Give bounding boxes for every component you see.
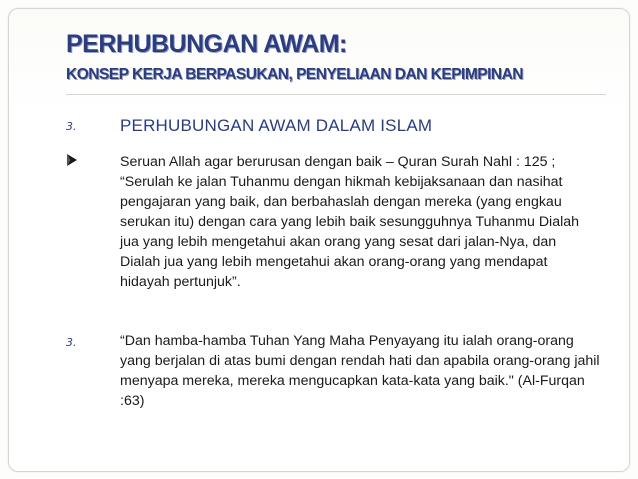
slide-subtitle: KONSEP KERJA BERPASUKAN, PENYELIAAN DAN KEPIMPINAN: [66, 66, 523, 83]
paragraph-2-number: 3.: [66, 336, 77, 349]
paragraph-al-furqan: “Dan hamba-hamba Tuhan Yang Maha Penyayang itu ialah orang-orang yang berjalan di atas bumi dengan rendah hati dan apabila orang-orang jahil menyapa mereka, mereka mengucapkan kata-kata yang baik." (Al-Furqan :63): [120, 333, 600, 409]
section-number: 3.: [66, 120, 77, 133]
arrow-bullet-icon: [66, 153, 78, 167]
paragraph-quran-nahl: Seruan Allah agar berurusan dengan baik – Quran Surah Nahl : 125 ; “Serulah ke jalan Tuhanmu dengan hikmah kebijaksanaan dan nasihat pengajaran yang baik, dan berbahaslah dengan mereka (yang engkau serukan itu) dengan cara yang lebih baik sesungguhnya Tuhanmu Dialah jua yang lebih mengetahui akan orang yang sesat dari jalan-Nya, dan Dialah jua yang lebih mengetahui akan orang-orang yang mendapat hidayah pertunjuk”.: [120, 154, 580, 290]
title-divider: [66, 94, 606, 95]
slide-title: PERHUBUNGAN AWAM:: [66, 30, 347, 58]
section-heading: PERHUBUNGAN AWAM DALAM ISLAM: [120, 116, 433, 135]
